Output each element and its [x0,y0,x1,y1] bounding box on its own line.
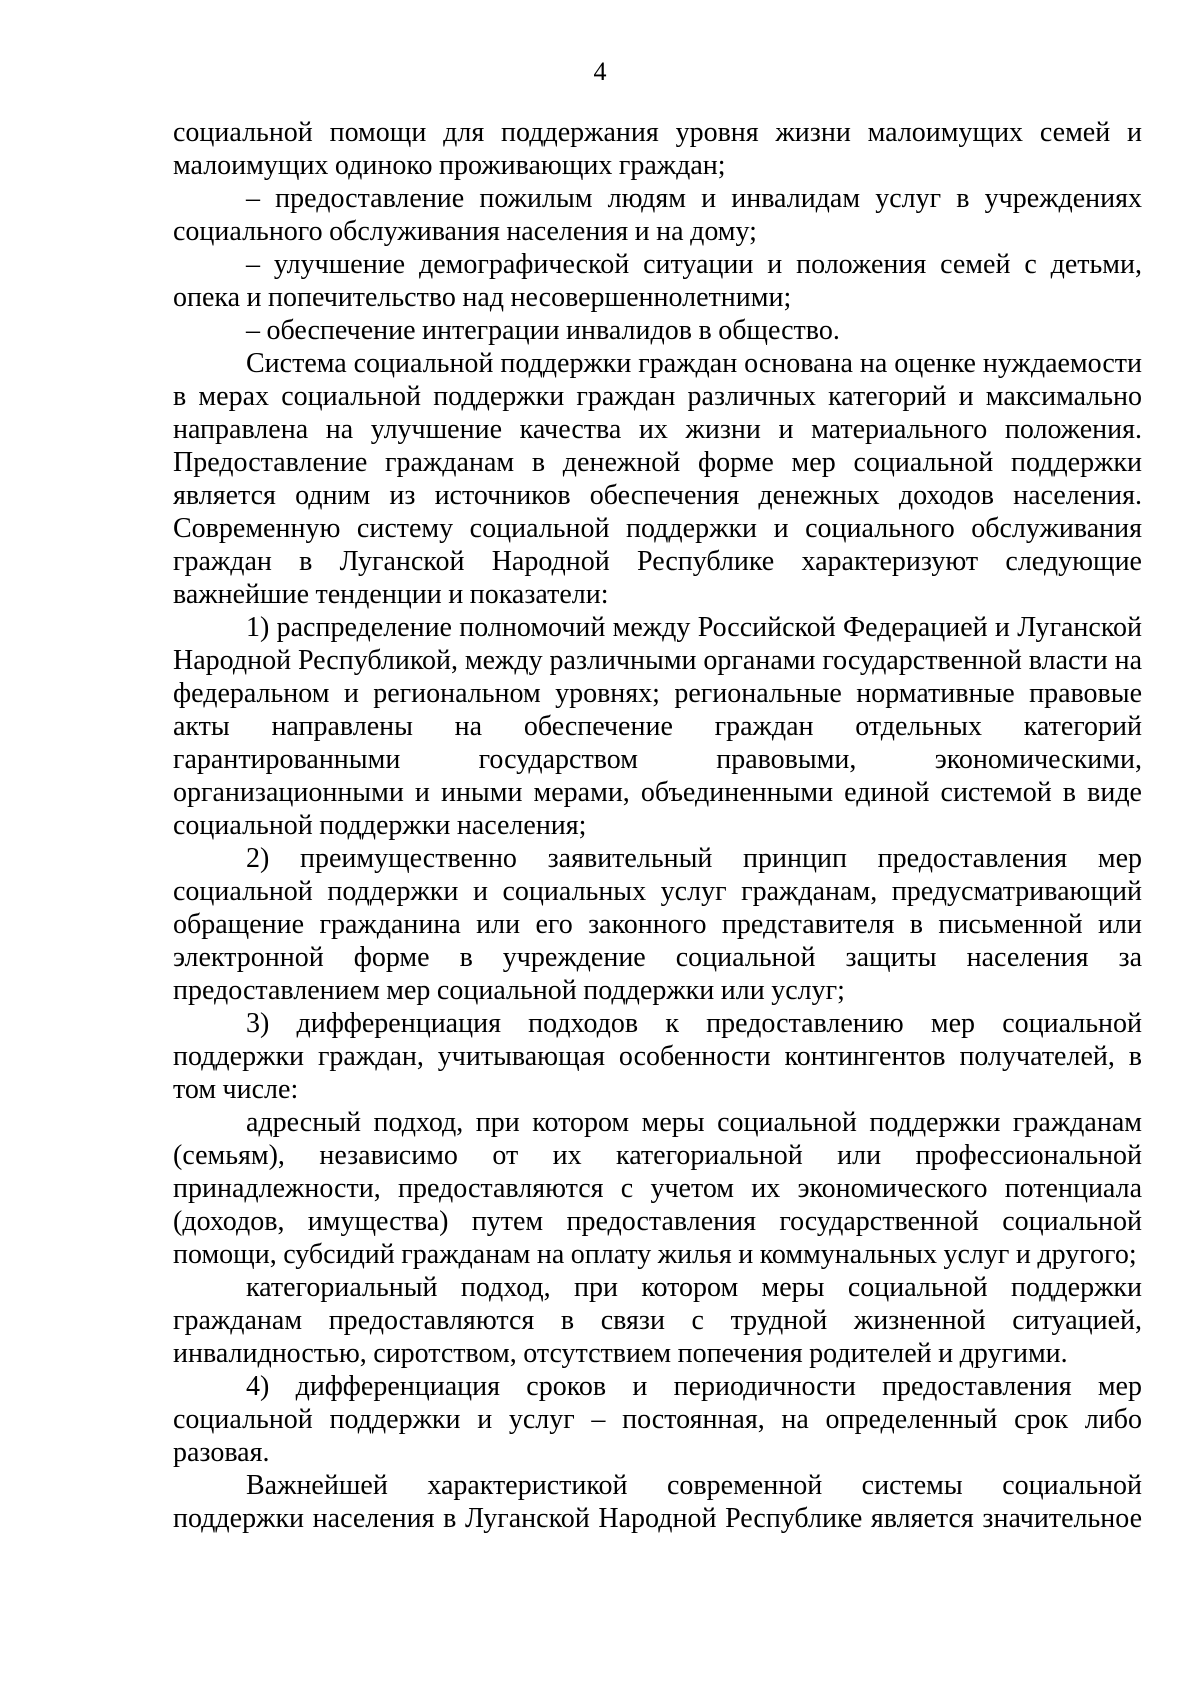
numbered-item-4: 4) дифференциация сроков и периодичности предоставления мер социальной поддержки и услуг – постоянная, на определенный срок либо разовая. [173,1371,1142,1468]
paragraph-key-characteristic: Важнейшей характеристикой современной системы социальной поддержки населения в Луганской Народной Республике является значительное [173,1470,1142,1534]
document-body [173,116,1142,1535]
paragraph-targeted-approach: адресный подход, при котором меры социальной поддержки гражданам (семьям), независимо от их категориальной или профессиональной принадлежности, предоставляются с учетом их экономического потенциала (доходов, имущества) путем предоставления государственной социальной помощи, субсидий гражданам на оплату жилья и коммунальных услуг и другого; [173,1107,1142,1270]
list-item-demographic: – улучшение демографической ситуации и положения семей с детьми, опека и попечительство над несовершеннолетними; [173,249,1142,313]
list-item-integration: – обеспечение интеграции инвалидов в общество. [246,315,840,346]
paragraph-categorical-approach: категориальный подход, при котором меры социальной поддержки гражданам предоставляются в связи с трудной жизненной ситуацией, инвалидностью, сиротством, отсутствием попечения родителей и другими. [173,1272,1142,1369]
numbered-item-1: 1) распределение полномочий между Российской Федерацией и Луганской Народной Республикой, между различными органами государственной власти на федеральном и региональном уровнях; региональные нормативные правовые акты направлены на обеспечение граждан отдельных категорий гарантированными государством правовыми, экономическими, организационными и иными мерами, объединенными единой системой в виде социальной поддержки населения; [173,612,1142,841]
numbered-item-3: 3) дифференциация подходов к предоставлению мер социальной поддержки граждан, учитывающая особенности контингентов получателей, в том числе: [173,1008,1142,1105]
page-number: 4 [593,57,607,86]
paragraph-continuation: социальной помощи для поддержания уровня жизни малоимущих семей и малоимущих одиноко проживающих граждан; [173,117,1142,181]
paragraph-system-overview: Система социальной поддержки граждан основана на оценке нуждаемости в мерах социальной поддержки граждан различных категорий и максимально направлена на улучшение качества их жизни и материального положения. Предоставление гражданам в денежной форме мер социальной поддержки является одним из источников обеспечения денежных доходов населения. Современную систему социальной поддержки и социального обслуживания граждан в Луганской Народной Республике характеризуют следующие важнейшие тенденции и показатели: [173,348,1142,610]
numbered-item-2: 2) преимущественно заявительный принцип предоставления мер социальной поддержки и социальных услуг гражданам, предусматривающий обращение гражданина или его законного представителя в письменной или электронной форме в учреждение социальной защиты населения за предоставлением мер социальной поддержки или услуг; [173,843,1142,1006]
list-item-elderly-services: – предоставление пожилым людям и инвалидам услуг в учреждениях социального обслуживания населения и на дому; [173,183,1142,247]
